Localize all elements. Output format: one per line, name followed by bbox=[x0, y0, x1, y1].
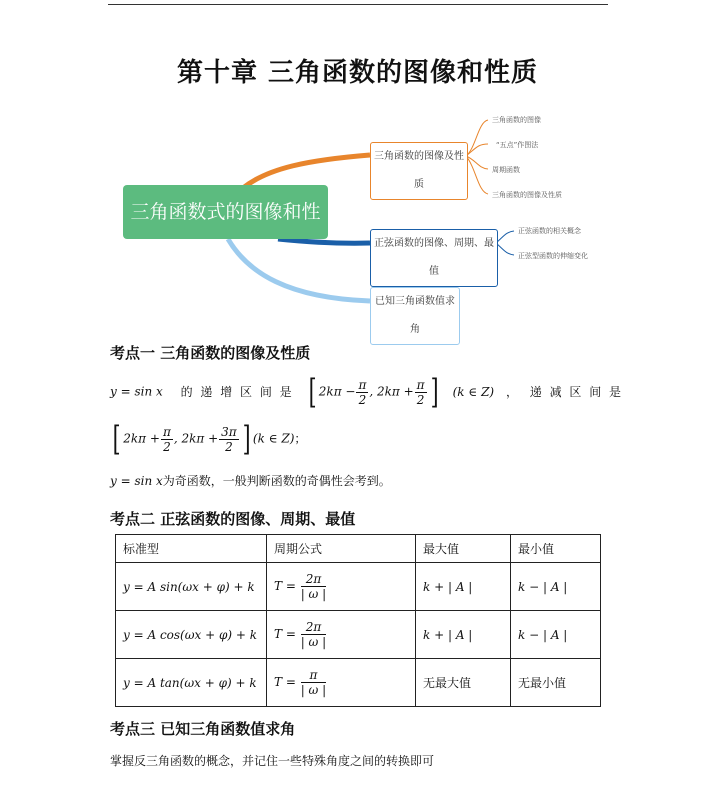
table-header-cell: 周期公式 bbox=[267, 535, 416, 563]
period-cell: T = $\frac{2\pi}{| \omega |}$ bbox=[267, 611, 416, 659]
comma: ， bbox=[505, 384, 518, 399]
mind-map-leaf: 正弦函数的相关概念 bbox=[518, 227, 581, 235]
section-2-heading: 考点二 正弦函数的图像、周期、最值 bbox=[110, 510, 356, 528]
odd-function-line bbox=[110, 472, 391, 489]
leaf-line-1 bbox=[466, 120, 488, 156]
section-3-heading: 考点三 已知三角函数值求角 bbox=[110, 720, 296, 738]
table-header-row bbox=[116, 535, 601, 563]
mind-map-leaf: 三角函数的图像及性质 bbox=[492, 191, 562, 199]
section-3-text: 掌握反三角函数的概念，并记住一些特殊角度之间的转换即可 bbox=[110, 754, 435, 768]
branch-line-2 bbox=[278, 239, 370, 243]
min-cell: k − | A | bbox=[511, 611, 601, 659]
page-title: 第十章 三角函数的图像和性质 bbox=[176, 58, 539, 88]
table-header-cell: 标准型 bbox=[116, 535, 267, 563]
period-cell: T = $\frac{\pi}{| \omega |}$ bbox=[267, 659, 416, 707]
end-punct: ； bbox=[294, 431, 307, 446]
section-1-heading: 考点一 三角函数的图像及性质 bbox=[110, 344, 311, 362]
max-cell: k + | A | bbox=[416, 611, 511, 659]
decreasing-interval-line: [ 2kπ + $\frac{\pi}{2}$ , 2kπ + $\frac{3\pi}{2}$ ] (k ∈ Z)； bbox=[112, 419, 307, 459]
form-cell: y = A sin(ωx + φ) + k bbox=[116, 563, 267, 611]
table-row bbox=[116, 659, 601, 707]
leaf-line-6 bbox=[496, 243, 514, 255]
mind-map-leaf: 三角函数的图像 bbox=[492, 116, 541, 124]
function-expression: y = sin x bbox=[110, 384, 163, 399]
increasing-label: 的 递 增 区 间 是 bbox=[180, 384, 294, 399]
branch-line-1 bbox=[243, 155, 370, 188]
table-header-cell: 最大值 bbox=[416, 535, 511, 563]
fraction: $\frac{3\pi}{2}$ bbox=[221, 424, 237, 454]
fraction: $\frac{\pi}{2}$ bbox=[358, 377, 367, 407]
form-cell: y = A cos(ωx + φ) + k bbox=[116, 611, 267, 659]
function-expression: y = sin x bbox=[110, 474, 163, 488]
form-cell: y = A tan(ωx + φ) + k bbox=[116, 659, 267, 707]
fraction: $\frac{\pi}{2}$ bbox=[416, 377, 425, 407]
leaf-line-5 bbox=[496, 231, 514, 243]
decreasing-label: 递 减 区 间 是 bbox=[529, 384, 624, 399]
max-cell: k + | A | bbox=[416, 563, 511, 611]
mind-map-leaf: “五点”作图法 bbox=[496, 141, 539, 149]
k-domain: (k ∈ Z) bbox=[252, 431, 295, 446]
table-row bbox=[116, 611, 601, 659]
interval-part: 2kπ + bbox=[123, 431, 160, 446]
mind-map-branch-3: 已知三角函数值求角 bbox=[370, 287, 460, 345]
mind-map-branch-2: 正弦函数的图像、周期、最值 bbox=[370, 229, 498, 287]
standard-forms-table bbox=[115, 534, 601, 707]
interval-part: , 2kπ + bbox=[369, 384, 414, 399]
branch-line-3 bbox=[228, 239, 370, 301]
mind-map bbox=[108, 108, 608, 335]
leaf-line-2 bbox=[466, 144, 488, 156]
interval-part: 2kπ − bbox=[318, 384, 356, 399]
period-cell: T = $\frac{2\pi}{| \omega |}$ bbox=[267, 563, 416, 611]
interval-part: , 2kπ + bbox=[173, 431, 219, 446]
max-cell: 无最大值 bbox=[416, 659, 511, 707]
fraction: $\frac{\pi}{2}$ bbox=[162, 424, 171, 454]
increasing-interval-line: y = sin x 的 递 增 区 间 是 [ 2kπ − $\frac{\pi}{2}$ , 2kπ + $\frac{\pi}{2}$ ] (k ∈ Z) ， 递 减 区 间 是 bbox=[110, 372, 624, 412]
mind-map-leaf: 周期函数 bbox=[492, 166, 520, 174]
odd-function-text: 为奇函数，一般判断函数的奇偶性会考到。 bbox=[162, 474, 391, 488]
mind-map-leaf: 正弦型函数的伸缩变化 bbox=[518, 252, 588, 260]
min-cell: k − | A | bbox=[511, 563, 601, 611]
leaf-line-3 bbox=[466, 156, 488, 169]
table-header-cell: 最小值 bbox=[511, 535, 601, 563]
table-row bbox=[116, 563, 601, 611]
min-cell: 无最小值 bbox=[511, 659, 601, 707]
mind-map-branch-1: 三角函数的图像及性质 bbox=[370, 142, 468, 200]
top-rule bbox=[108, 4, 608, 5]
leaf-line-4 bbox=[466, 156, 488, 194]
mind-map-root: 三角函数式的图像和性质 bbox=[123, 185, 328, 239]
k-domain: (k ∈ Z) bbox=[452, 384, 495, 399]
